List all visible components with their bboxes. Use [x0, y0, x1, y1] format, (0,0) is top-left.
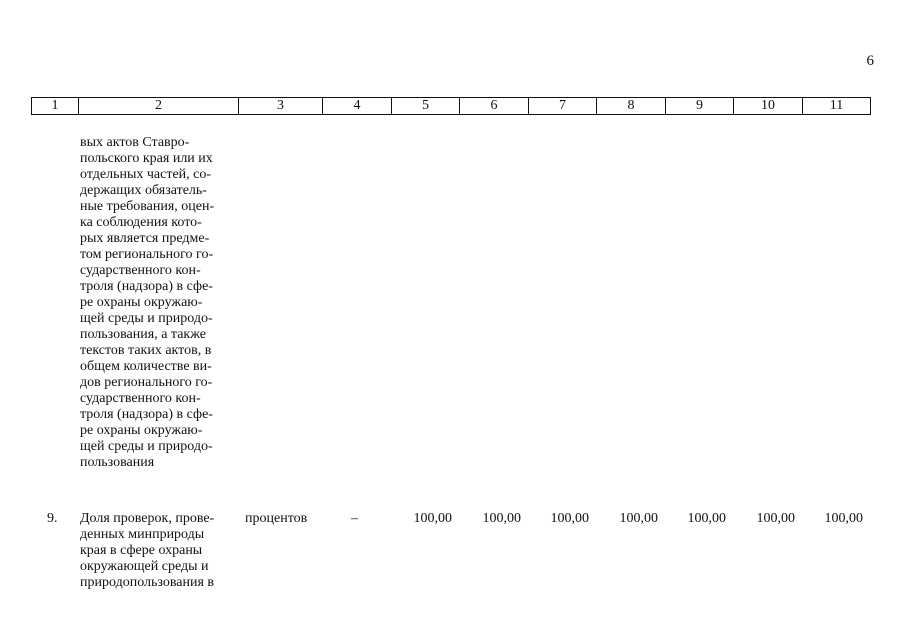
- base-value: –: [351, 511, 358, 526]
- value-col-5: 100,00: [413, 511, 452, 526]
- header-col-5: 5: [392, 98, 460, 115]
- value-col-8: 100,00: [619, 511, 658, 526]
- page-number: 6: [866, 53, 874, 69]
- value-col-10: 100,00: [756, 511, 795, 526]
- row-number: 9.: [47, 511, 58, 526]
- header-col-8: 8: [597, 98, 666, 115]
- unit-of-measure: процентов: [245, 511, 308, 526]
- column-number-header: [31, 97, 871, 115]
- header-col-2: 2: [79, 98, 239, 115]
- value-col-11: 100,00: [824, 511, 863, 526]
- value-col-7: 100,00: [550, 511, 589, 526]
- header-col-10: 10: [734, 98, 803, 115]
- indicator-description: Доля проверок, прове- денных минприроды края в сфере охраны окружающей среды и природопользования в: [80, 511, 215, 590]
- header-col-7: 7: [529, 98, 597, 115]
- header-col-3: 3: [239, 98, 323, 115]
- header-col-9: 9: [666, 98, 734, 115]
- header-col-6: 6: [460, 98, 529, 115]
- header-col-4: 4: [323, 98, 392, 115]
- indicator-description: вых актов Ставро- польского края или их отдельных частей, со- держащих обязатель- ные требования, оцен- ка соблюдения кото- рых является предме- том регионального го- сударственного кон- троля (надзора) в сфе- ре охраны окружаю- щей среды и природо- пользования, а также текстов таких актов, в общем количестве ви- дов регионального го- сударственного кон- троля (надзора) в сфе- ре охраны окружаю- щей среды и природо- пользования: [80, 135, 215, 470]
- header-col-1: 1: [32, 98, 79, 115]
- value-col-9: 100,00: [687, 511, 726, 526]
- header-col-11: 11: [803, 98, 871, 115]
- value-col-6: 100,00: [482, 511, 521, 526]
